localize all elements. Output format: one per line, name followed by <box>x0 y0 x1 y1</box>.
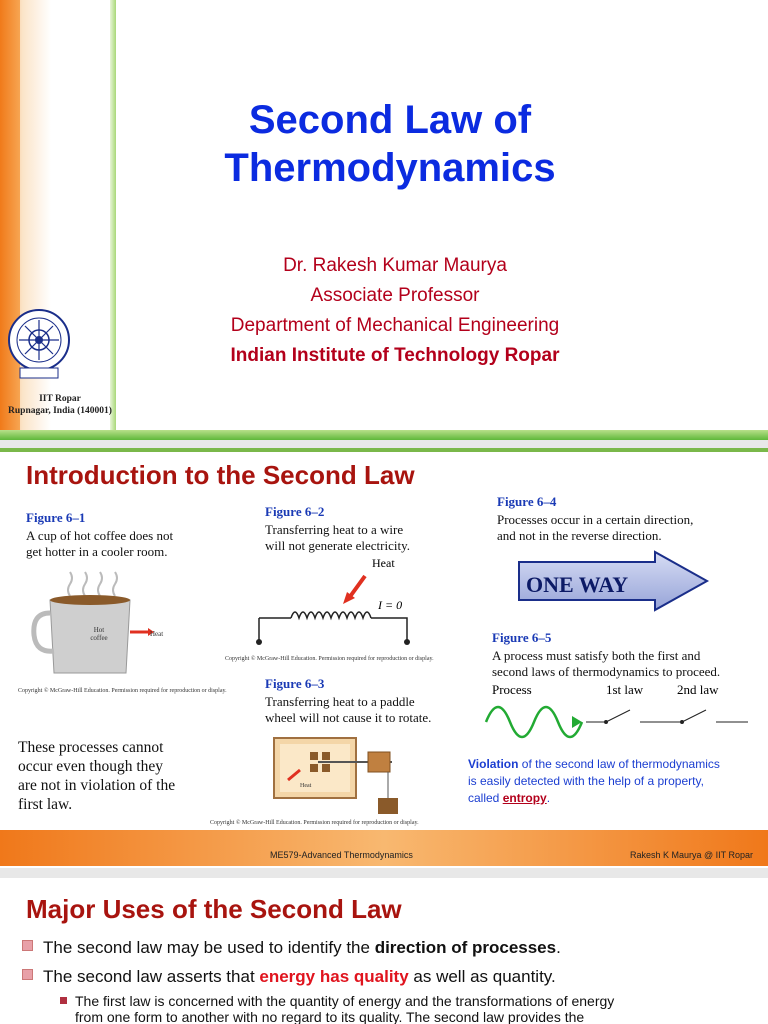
title-line-1: Second Law of <box>248 98 532 142</box>
copyright-note: Copyright © McGraw-Hill Education. Permission required for reproduction or display. <box>210 820 419 826</box>
entropy-term: entropy <box>502 791 547 805</box>
coffee-cup-figure <box>30 568 180 678</box>
violation-note: Violation of the second law of thermodynamics is easily detected with the help of a property, called entropy. <box>468 757 720 805</box>
footer-author: Rakesh K Maurya @ IIT Ropar <box>630 850 754 860</box>
author-position: Associate Professor <box>310 285 480 306</box>
slide-footer <box>0 830 768 866</box>
green-divider <box>110 0 116 430</box>
one-way-text: ONE WAY <box>526 572 629 597</box>
paddle-heat-label: Heat <box>300 783 312 789</box>
sine-wave-icon <box>486 707 582 737</box>
logo-caption-2: Rupnagar, India (140001) <box>8 406 112 416</box>
cup-label: Hot coffee <box>90 626 108 642</box>
processes-note: These processes cannot occur even though they are not in violation of the first law. <box>18 739 176 813</box>
title-line-2: Thermodynamics <box>224 146 556 190</box>
figure-6-2-label: Figure 6–2 <box>265 504 325 519</box>
slide-separator <box>0 868 768 878</box>
sub-bullet-first-law: The first law is concerned with the quantity of energy and the transformations of energy from one form to another with no regard to its quality. The second law provides the <box>60 993 750 1024</box>
logo-caption-1: IIT Ropar <box>39 394 81 404</box>
process-switch-diagram <box>484 702 754 742</box>
paddle-wheel-figure <box>272 734 422 820</box>
slide-title <box>160 96 620 192</box>
figure-6-3-caption: Transferring heat to a paddle wheel will not cause it to rotate. <box>265 694 432 725</box>
wire-heat-label: Heat <box>372 556 395 570</box>
process-column-label: Process <box>492 682 532 697</box>
major-uses-slide <box>0 878 768 1024</box>
bullet-icon <box>22 969 33 980</box>
steam-icon <box>68 572 117 596</box>
switch-icon <box>682 710 706 722</box>
bullet-direction: The second law may be used to identify the direction of processes. <box>22 938 561 958</box>
second-law-column-label: 2nd law <box>677 682 719 697</box>
slide-title: Major Uses of the Second Law <box>26 894 402 924</box>
title-slide <box>0 0 768 440</box>
slide-separator <box>0 440 768 448</box>
author-department: Department of Mechanical Engineering <box>230 315 560 336</box>
iit-ropar-logo-icon <box>6 306 72 386</box>
bullet-quality: The second law asserts that energy has quality as well as quantity. <box>22 967 556 987</box>
green-bottom-bar <box>0 430 768 440</box>
copyright-note: Copyright © McGraw-Hill Education. Permission required for reproduction or display. <box>225 656 434 662</box>
current-label: I = 0 <box>378 598 403 612</box>
figure-6-3-label: Figure 6–3 <box>265 676 325 691</box>
copyright-note: Copyright © McGraw-Hill Education. Permission required for reproduction or display. <box>18 688 227 694</box>
figure-6-1-caption: A cup of hot coffee does not get hotter in a cooler room. <box>26 528 174 559</box>
first-law-column-label: 1st law <box>606 682 644 697</box>
bullet-icon <box>22 940 33 951</box>
sub-bullet-icon <box>60 997 67 1004</box>
figure-6-5-caption: A process must satisfy both the first and second laws of thermodynamics to proceed. <box>492 648 721 679</box>
switch-icon <box>606 710 630 722</box>
author-institute: Indian Institute of Technology Ropar <box>230 345 560 366</box>
figure-6-1-label: Figure 6–1 <box>26 510 86 525</box>
figure-6-4-label: Figure 6–4 <box>497 494 557 509</box>
intro-slide <box>0 448 768 868</box>
cup-heat-label: Heat <box>150 630 164 638</box>
heat-arrow-icon <box>349 576 365 598</box>
figure-6-2-caption: Transferring heat to a wire will not generate electricity. <box>265 522 410 553</box>
slide-title: Introduction to the Second Law <box>26 460 415 490</box>
figure-6-5-label: Figure 6–5 <box>492 630 552 645</box>
footer-course: ME579-Advanced Thermodynamics <box>270 850 413 860</box>
author-name: Dr. Rakesh Kumar Maurya <box>283 255 507 276</box>
figure-6-4-caption: Processes occur in a certain direction, and not in the reverse direction. <box>497 512 694 543</box>
slide-top-border <box>0 448 768 452</box>
